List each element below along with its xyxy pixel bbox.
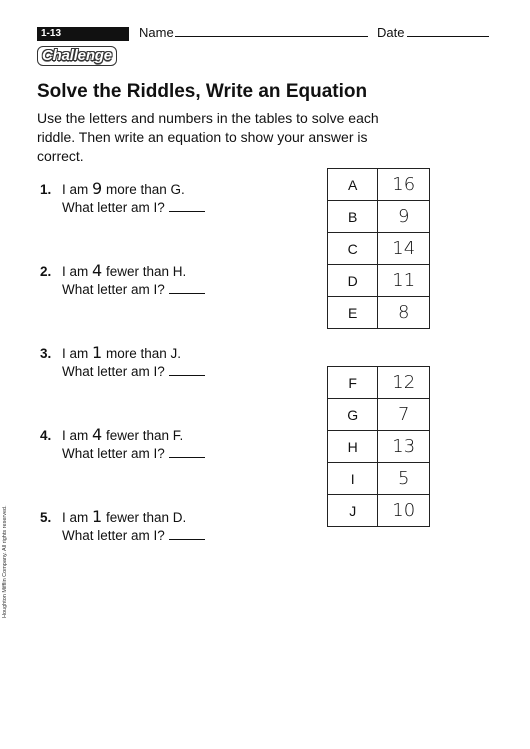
table-letter: G (328, 399, 378, 431)
table-row (328, 265, 430, 297)
riddle-amount: 1 (92, 507, 103, 526)
table-number: 9 (378, 201, 430, 233)
table-letter: I (328, 463, 378, 495)
table-number: 12 (378, 367, 430, 399)
letter-number-table-1 (327, 168, 430, 329)
riddle-question: What letter am I? (62, 528, 165, 543)
table-row (328, 367, 430, 399)
table-number: 11 (378, 265, 430, 297)
challenge-logo-text: Challenge (42, 47, 112, 64)
table-letter: F (328, 367, 378, 399)
table-number: 10 (378, 495, 430, 527)
table-row (328, 495, 430, 527)
table-row (328, 431, 430, 463)
table-number: 14 (378, 233, 430, 265)
riddle-question: What letter am I? (62, 446, 165, 461)
table-row (328, 169, 430, 201)
copyright-notice: Houghton Mifflin Company. All rights reserved. (2, 505, 8, 618)
table-letter: A (328, 169, 378, 201)
riddle-amount: 4 (92, 425, 103, 444)
instructions: Use the letters and numbers in the tables to solve each riddle. Then write an equation to show your answer is correct. (37, 110, 379, 164)
table-letter: C (328, 233, 378, 265)
riddle-amount: 1 (92, 343, 103, 362)
answer-blank-5[interactable] (169, 539, 205, 540)
page-title: Solve the Riddles, Write an Equation (37, 81, 368, 102)
table-number: 16 (378, 169, 430, 201)
table-number: 7 (378, 399, 430, 431)
name-field[interactable] (175, 36, 368, 37)
answer-blank-3[interactable] (169, 375, 205, 376)
name-label: Name (139, 25, 174, 40)
riddle-question: What letter am I? (62, 282, 165, 297)
challenge-logo (37, 46, 117, 66)
answer-blank-4[interactable] (169, 457, 205, 458)
table-number: 13 (378, 431, 430, 463)
table-letter: D (328, 265, 378, 297)
riddle-amount: 4 (92, 261, 103, 280)
riddle-2: 2. I am 4 fewer than H. What letter am I? (40, 262, 280, 299)
riddle-3: 3. I am 1 more than J. What letter am I? (40, 344, 280, 381)
riddle-question: What letter am I? (62, 200, 165, 215)
date-label: Date (377, 25, 405, 40)
table-row (328, 297, 430, 329)
lesson-badge: 1-13 (37, 27, 129, 41)
table-letter: E (328, 297, 378, 329)
riddle-number: 3. (40, 346, 52, 361)
riddle-number: 5. (40, 510, 52, 525)
table-row (328, 463, 430, 495)
riddle-number: 2. (40, 264, 52, 279)
table-letter: B (328, 201, 378, 233)
letter-number-table-2 (327, 366, 430, 527)
table-row (328, 233, 430, 265)
table-number: 5 (378, 463, 430, 495)
table-letter: H (328, 431, 378, 463)
riddle-amount: 9 (92, 179, 103, 198)
table-row (328, 399, 430, 431)
date-field[interactable] (407, 36, 489, 37)
riddle-4: 4. I am 4 fewer than F. What letter am I? (40, 426, 280, 463)
answer-blank-2[interactable] (169, 293, 205, 294)
answer-blank-1[interactable] (169, 211, 205, 212)
riddle-number: 4. (40, 428, 52, 443)
table-number: 8 (378, 297, 430, 329)
table-letter: J (328, 495, 378, 527)
table-row (328, 201, 430, 233)
riddle-number: 1. (40, 182, 52, 197)
riddle-1: 1. I am 9 more than G. What letter am I? (40, 180, 280, 217)
riddle-question: What letter am I? (62, 364, 165, 379)
riddle-5: 5. I am 1 fewer than D. What letter am I? (40, 508, 280, 545)
